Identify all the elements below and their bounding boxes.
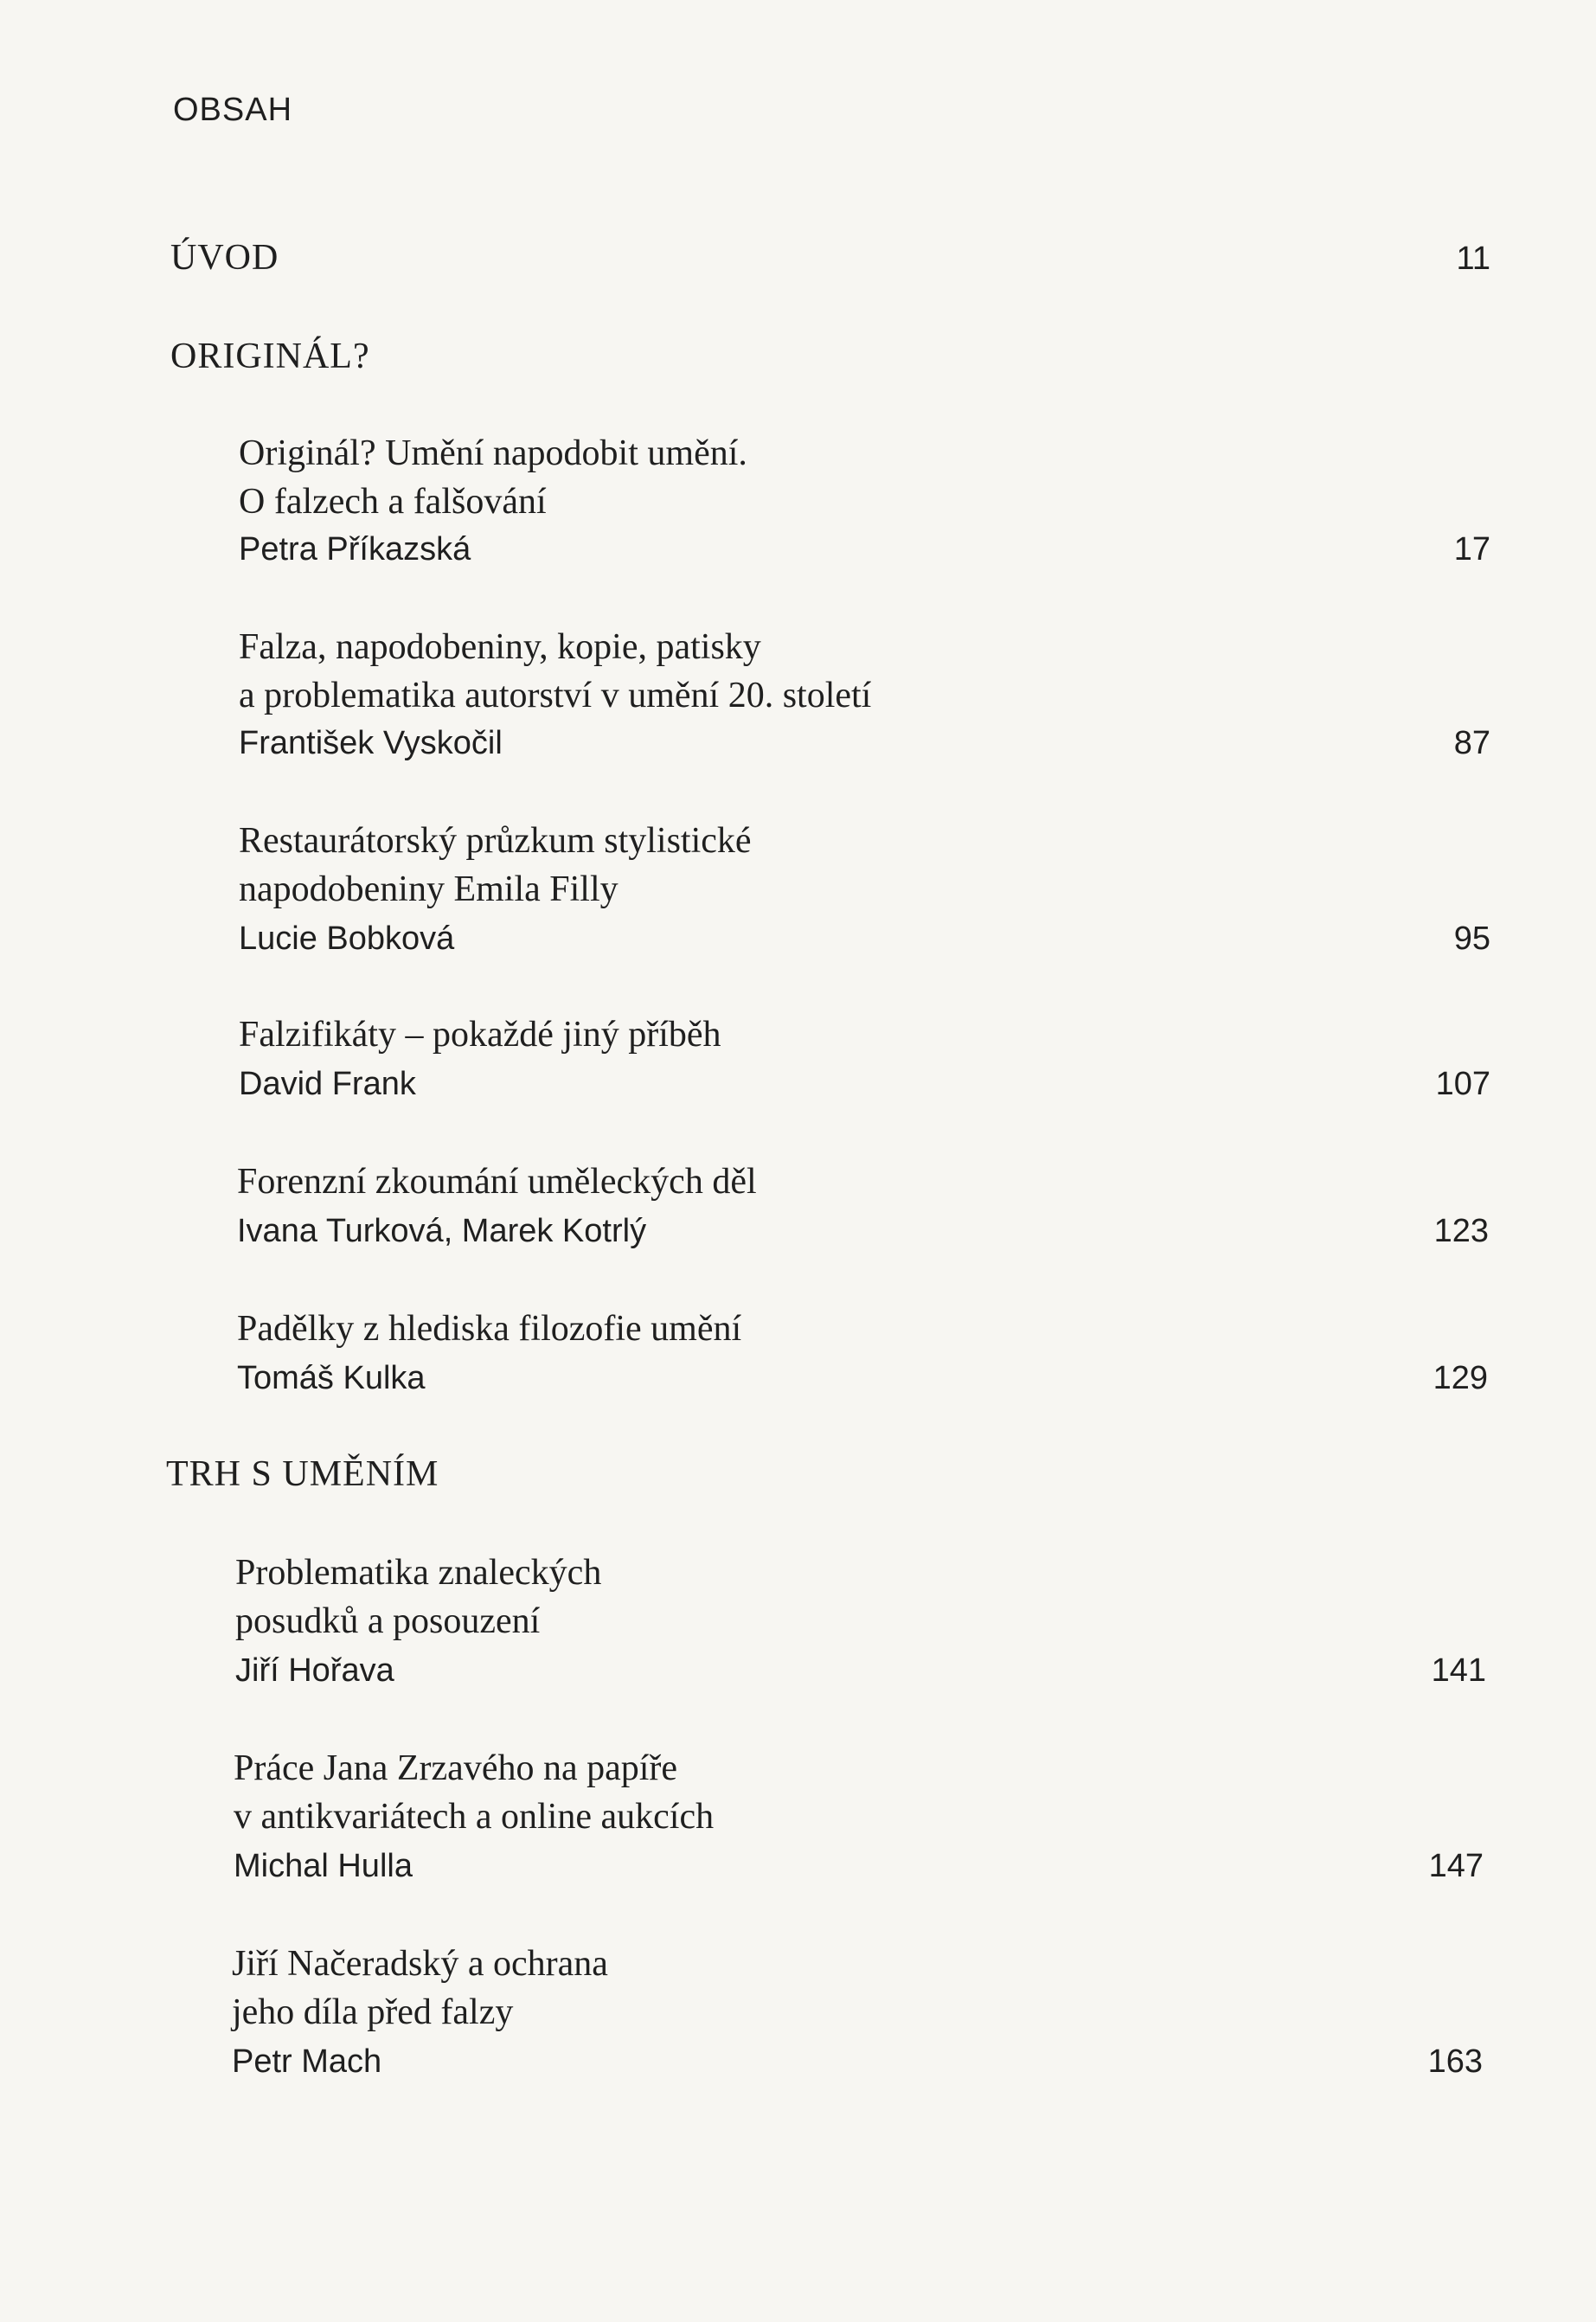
entry-title-line: Práce Jana Zrzavého na papíře (234, 1748, 678, 1788)
entry-page: 87 (1453, 725, 1490, 761)
entry-author: Ivana Turková, Marek Kotrlý (237, 1213, 647, 1249)
entry-title-line: Restaurátorský průzkum stylistické (239, 821, 752, 861)
entry-page: 17 (1453, 531, 1490, 568)
entry-title-line: posudků a posouzení (235, 1601, 541, 1641)
entry-author: Jiří Hořava (235, 1652, 394, 1689)
entry-title-line: Problematika znaleckých (235, 1553, 602, 1593)
entry-title-line: jeho díla před falzy (232, 1992, 514, 2032)
entry-title-line: Falzifikáty – pokaždé jiný příběh (239, 1015, 721, 1055)
entry-page: 141 (1431, 1652, 1486, 1689)
entry-author: Petr Mach (232, 2043, 382, 2080)
entry-author: David Frank (239, 1066, 416, 1102)
section-intro-label: ÚVOD (170, 238, 279, 278)
entry-page: 107 (1435, 1066, 1490, 1102)
entry-title-line: napodobeniny Emila Filly (239, 869, 619, 909)
entry-author: Lucie Bobková (239, 920, 455, 957)
entry-title-line: O falzech a falšování (239, 482, 547, 522)
entry-author: František Vyskočil (239, 725, 503, 761)
entry-title-line: Padělky z hlediska filozofie umění (237, 1309, 742, 1349)
entry-page: 163 (1427, 2043, 1483, 2080)
section-label-original: ORIGINÁL? (170, 337, 370, 376)
entry-page: 123 (1433, 1213, 1489, 1249)
entry-page: 129 (1433, 1360, 1488, 1396)
entry-author: Michal Hulla (234, 1848, 413, 1884)
entry-title-line: Jiří Načeradský a ochrana (232, 1944, 608, 1984)
entry-author: Tomáš Kulka (237, 1360, 426, 1396)
entry-title-line: Falza, napodobeniny, kopie, patisky (239, 627, 761, 667)
section-label-art-market: TRH S UMĚNÍM (166, 1454, 439, 1494)
entry-author: Petra Příkazská (239, 531, 471, 568)
toc-heading: OBSAH (173, 92, 293, 128)
entry-page: 147 (1428, 1848, 1484, 1884)
entry-title-line: Forenzní zkoumání uměleckých děl (237, 1162, 757, 1202)
section-intro-page: 11 (1456, 241, 1490, 277)
entry-title-line: Originál? Umění napodobit umění. (239, 433, 747, 473)
entry-page: 95 (1453, 920, 1490, 957)
entry-title-line: v antikvariátech a online aukcích (234, 1797, 715, 1837)
entry-title-line: a problematika autorství v umění 20. století (239, 676, 872, 715)
